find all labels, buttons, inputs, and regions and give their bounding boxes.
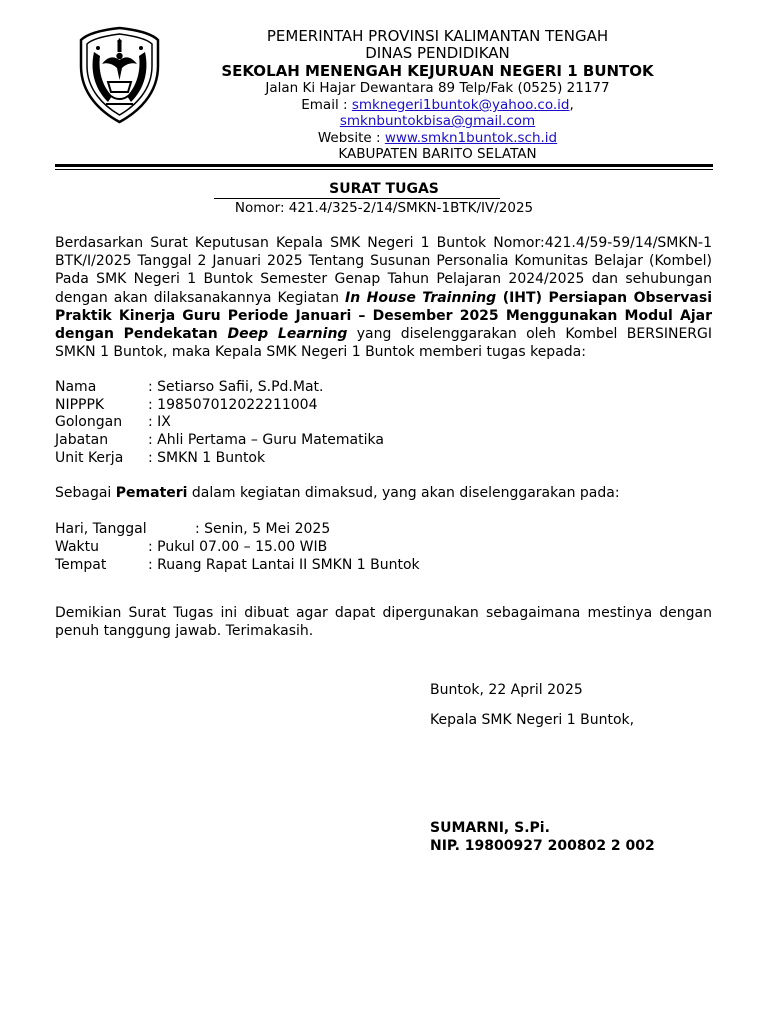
event-row-date bbox=[55, 520, 330, 538]
email-label: Email : bbox=[301, 97, 352, 113]
letterhead-divider-thick bbox=[55, 164, 713, 167]
identity-label: Nama bbox=[55, 379, 97, 395]
letter-title: SURAT TUGAS bbox=[329, 181, 439, 197]
letterhead-district: KABUPATEN BARITO SELATAN bbox=[338, 146, 537, 162]
letter-number: Nomor: 421.4/325-2/14/SMKN-1BTK/IV/2025 bbox=[234, 200, 534, 216]
event-row-time bbox=[55, 538, 327, 556]
identity-label: Golongan bbox=[55, 414, 123, 430]
opening-paragraph bbox=[55, 234, 712, 361]
event-value-date: : Senin, 5 Mei 2025 bbox=[195, 521, 331, 537]
role-sentence bbox=[55, 484, 620, 502]
email-separator: , bbox=[569, 97, 574, 113]
opening-text-1: Berdasarkan Surat Keputusan Kepala SMK Negeri 1 Buntok Nomor:421.4/59-59/14/SMKN-1 BTK/I/2025 Tanggal 2 Januari 2025 Tentang Susunan Personalia Komunitas Belajar (Kombel) Pada SMK Negeri 1 Buntok Semester Genap Tahun Pelajaran 2024/2025 dan sehubungan dengan akan dilaksanakannya Kegiatan bbox=[55, 235, 712, 306]
letterhead-email-secondary-line bbox=[190, 113, 685, 130]
letterhead-divider-thin bbox=[55, 169, 713, 170]
identity-value: : 198507012022211004 bbox=[148, 397, 318, 413]
website-label: Website : bbox=[317, 130, 385, 146]
event-value-time: : Pukul 07.00 – 15.00 WIB bbox=[148, 539, 328, 555]
identity-row-unit-kerja bbox=[55, 449, 265, 467]
identity-row-name bbox=[55, 378, 323, 396]
event-value-place: : Ruang Rapat Lantai II SMKN 1 Buntok bbox=[148, 557, 420, 573]
identity-label: Jabatan bbox=[55, 432, 109, 448]
email-link-primary[interactable]: smknegeri1buntok@yahoo.co.id bbox=[351, 97, 570, 113]
signature-nip: NIP. 19800927 200802 2 002 bbox=[430, 838, 655, 854]
role-text-1: Sebagai bbox=[55, 485, 116, 501]
letterhead-government-line: PEMERINTAH PROVINSI KALIMANTAN TENGAH bbox=[266, 27, 609, 45]
letterhead-department-line: DINAS PENDIDIKAN bbox=[365, 44, 510, 62]
identity-value: : IX bbox=[148, 414, 171, 430]
opening-text-bold: (IHT) Persiapan Observasi Praktik Kinerja Guru Periode Januari – Desember 2025 Menggunakan Modul Ajar dengan Pendekatan bbox=[55, 289, 712, 343]
role-text-pemateri: Pemateri bbox=[115, 485, 188, 501]
letterhead-email-line bbox=[190, 97, 685, 114]
closing-paragraph: Demikian Surat Tugas ini dibuat agar dapat dipergunakan sebagaimana mestinya dengan penuh tanggung jawab. Terimakasih. bbox=[55, 605, 712, 640]
signature-place-date: Buntok, 22 April 2025 bbox=[430, 682, 583, 698]
letterhead-website-line bbox=[190, 130, 685, 147]
identity-row-jabatan bbox=[55, 431, 384, 449]
event-row-place bbox=[55, 556, 420, 574]
identity-row-golongan bbox=[55, 413, 171, 431]
identity-label: NIPPPK bbox=[55, 397, 105, 413]
opening-text-2: yang diselenggarakan oleh Kombel BERSINERGI SMKN 1 Buntok, maka Kepala SMK Negeri 1 Buntok memberi tugas kepada: bbox=[55, 326, 712, 361]
letterhead-address: Jalan Ki Hajar Dewantara 89 Telp/Fak (0525) 21177 bbox=[265, 80, 610, 96]
role-text-2: dalam kegiatan dimaksud, yang akan diselenggarakan pada: bbox=[187, 485, 620, 501]
provincial-emblem-logo bbox=[78, 26, 161, 124]
identity-row-nipppk bbox=[55, 396, 318, 414]
website-link[interactable]: www.smkn1buntok.sch.id bbox=[384, 130, 558, 146]
identity-value: : Setiarso Safii, S.Pd.Mat. bbox=[148, 379, 324, 395]
event-label-time: Waktu bbox=[55, 539, 99, 555]
email-link-secondary[interactable]: smknbuntokbisa@gmail.com bbox=[339, 113, 536, 129]
event-label-date: Hari, Tanggal bbox=[55, 521, 147, 537]
opening-text-emphasis-deep-learning: Deep Learning bbox=[227, 326, 348, 343]
identity-value: : SMKN 1 Buntok bbox=[148, 450, 266, 466]
letterhead-school-name: SEKOLAH MENENGAH KEJURUAN NEGERI 1 BUNTOK bbox=[221, 62, 654, 80]
opening-text-emphasis-iht: In House Trainning bbox=[345, 289, 497, 306]
title-underline bbox=[214, 198, 500, 199]
signature-position: Kepala SMK Negeri 1 Buntok, bbox=[430, 712, 635, 728]
signature-name: SUMARNI, S.Pi. bbox=[430, 820, 550, 836]
event-label-place: Tempat bbox=[55, 557, 107, 573]
identity-value: : Ahli Pertama – Guru Matematika bbox=[148, 432, 384, 448]
identity-label: Unit Kerja bbox=[55, 450, 124, 466]
